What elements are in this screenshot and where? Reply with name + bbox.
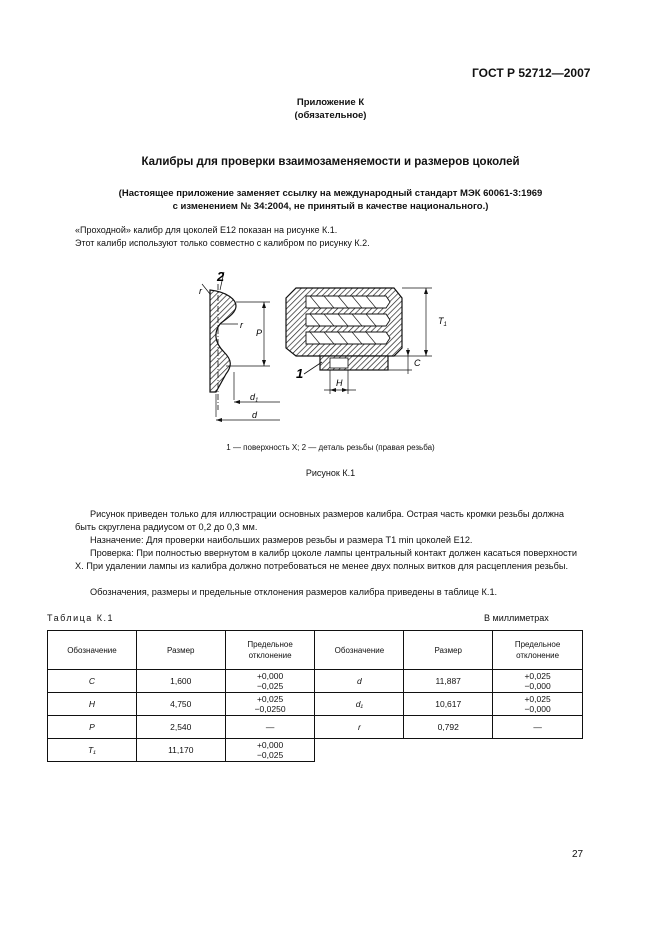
table-caption: Таблица К.1 — [47, 613, 115, 623]
cell-deviation: — — [225, 716, 315, 739]
cell-symbol: r — [315, 716, 404, 739]
section-title: Калибры для проверки взаимозаменяемости и размеров цоколей — [141, 156, 520, 168]
cell-size: 2,540 — [136, 716, 225, 739]
cell-deviation: +0,000 −0,025 — [225, 670, 315, 693]
table-row — [48, 670, 583, 693]
cell-symbol: C — [48, 670, 137, 693]
cell-symbol: d — [315, 670, 404, 693]
paragraph-3: Проверка: При полностью ввернутом в калибр цоколе лампы центральный контакт должен касаться поверхности X. При удалении лампы из калибра должно потребоваться не менее двух полных витков для расцепления резьбы. — [75, 548, 577, 571]
figure-caption: Рисунок К.1 — [305, 468, 356, 478]
label-c: C — [414, 358, 421, 368]
table-row — [48, 739, 583, 762]
empty-cell — [315, 739, 404, 762]
label-h: H — [336, 378, 343, 388]
cell-size: 0,792 — [404, 716, 493, 739]
cell-symbol: H — [48, 693, 137, 716]
table-row — [48, 693, 583, 716]
cell-deviation: +0,025 −0,000 — [493, 693, 583, 716]
appendix-status: (обязательное) — [294, 110, 367, 121]
note-line-2: с изменением № 34:2004, не принятый в качестве национального.) — [172, 201, 489, 212]
appendix-title: Приложение К — [296, 97, 365, 108]
paragraph-4: Обозначения, размеры и предельные отклонения размеров калибра приведены в таблице К.1. — [90, 587, 498, 597]
header-size-2: Размер — [404, 631, 493, 670]
header-designation-2: Обозначение — [315, 631, 404, 670]
label-d1: $d_1$ — [250, 392, 259, 404]
cell-deviation: +0,025 −0,0250 — [225, 693, 315, 716]
appendix-heading — [0, 96, 661, 122]
label-r-top: r — [199, 286, 202, 296]
cell-size: 11,170 — [136, 739, 225, 762]
gauge-section — [286, 288, 432, 394]
table-row — [48, 716, 583, 739]
intro-line-2: Этот калибр используют только совместно с калибром по рисунку К.2. — [75, 238, 370, 248]
label-r-mid: r — [240, 320, 243, 330]
standard-number: ГОСТ Р 52712—2007 — [472, 66, 591, 80]
cell-symbol: T₁ — [48, 739, 137, 762]
cell-deviation: +0,000 −0,025 — [225, 739, 315, 762]
empty-cell — [493, 739, 583, 762]
page-number: 27 — [572, 849, 584, 860]
header-designation-1: Обозначение — [48, 631, 137, 670]
table-units: В миллиметрах — [484, 613, 549, 623]
header-size-1: Размер — [136, 631, 225, 670]
cell-deviation: +0,025 −0,000 — [493, 670, 583, 693]
cell-size: 10,617 — [404, 693, 493, 716]
replacement-note — [0, 187, 661, 213]
figure-legend: 1 — поверхность X; 2 — деталь резьбы (правая резьба) — [226, 443, 435, 452]
note-line-1: (Настоящее приложение заменяет ссылку на международный стандарт МЭК 60061-3:1969 — [118, 188, 543, 199]
gauge-drawing — [180, 262, 460, 437]
paragraph-1: Рисунок приведен только для иллюстрации основных размеров калибра. Острая часть кромки резьбы должна быть скруглена радиусом от 0,2 до 0,3 мм. — [75, 509, 565, 532]
cell-size: 4,750 — [136, 693, 225, 716]
paragraph-2: Назначение: Для проверки наибольших размеров резьбы и размера T1 min цоколей Е12. — [90, 535, 473, 545]
empty-cell — [404, 739, 493, 762]
dimensions-table — [47, 630, 583, 762]
cell-size: 11,887 — [404, 670, 493, 693]
table-header-row — [48, 631, 583, 670]
cell-deviation: — — [493, 716, 583, 739]
header-deviation-2: Предельное отклонение — [493, 631, 583, 670]
label-item-1: 1 — [296, 366, 304, 381]
header-deviation-1: Предельное отклонение — [225, 631, 315, 670]
cell-symbol: P — [48, 716, 137, 739]
label-item-2: 2 — [217, 269, 225, 284]
intro-text — [75, 224, 370, 250]
label-t1: $T_1$ — [438, 316, 447, 328]
intro-line-1: «Проходной» калибр для цоколей Е12 показан на рисунке К.1. — [75, 225, 338, 235]
cell-symbol: d₁ — [315, 693, 404, 716]
thread-detail — [202, 272, 280, 422]
label-p: P — [256, 328, 263, 338]
label-d: d — [252, 410, 258, 420]
cell-size: 1,600 — [136, 670, 225, 693]
